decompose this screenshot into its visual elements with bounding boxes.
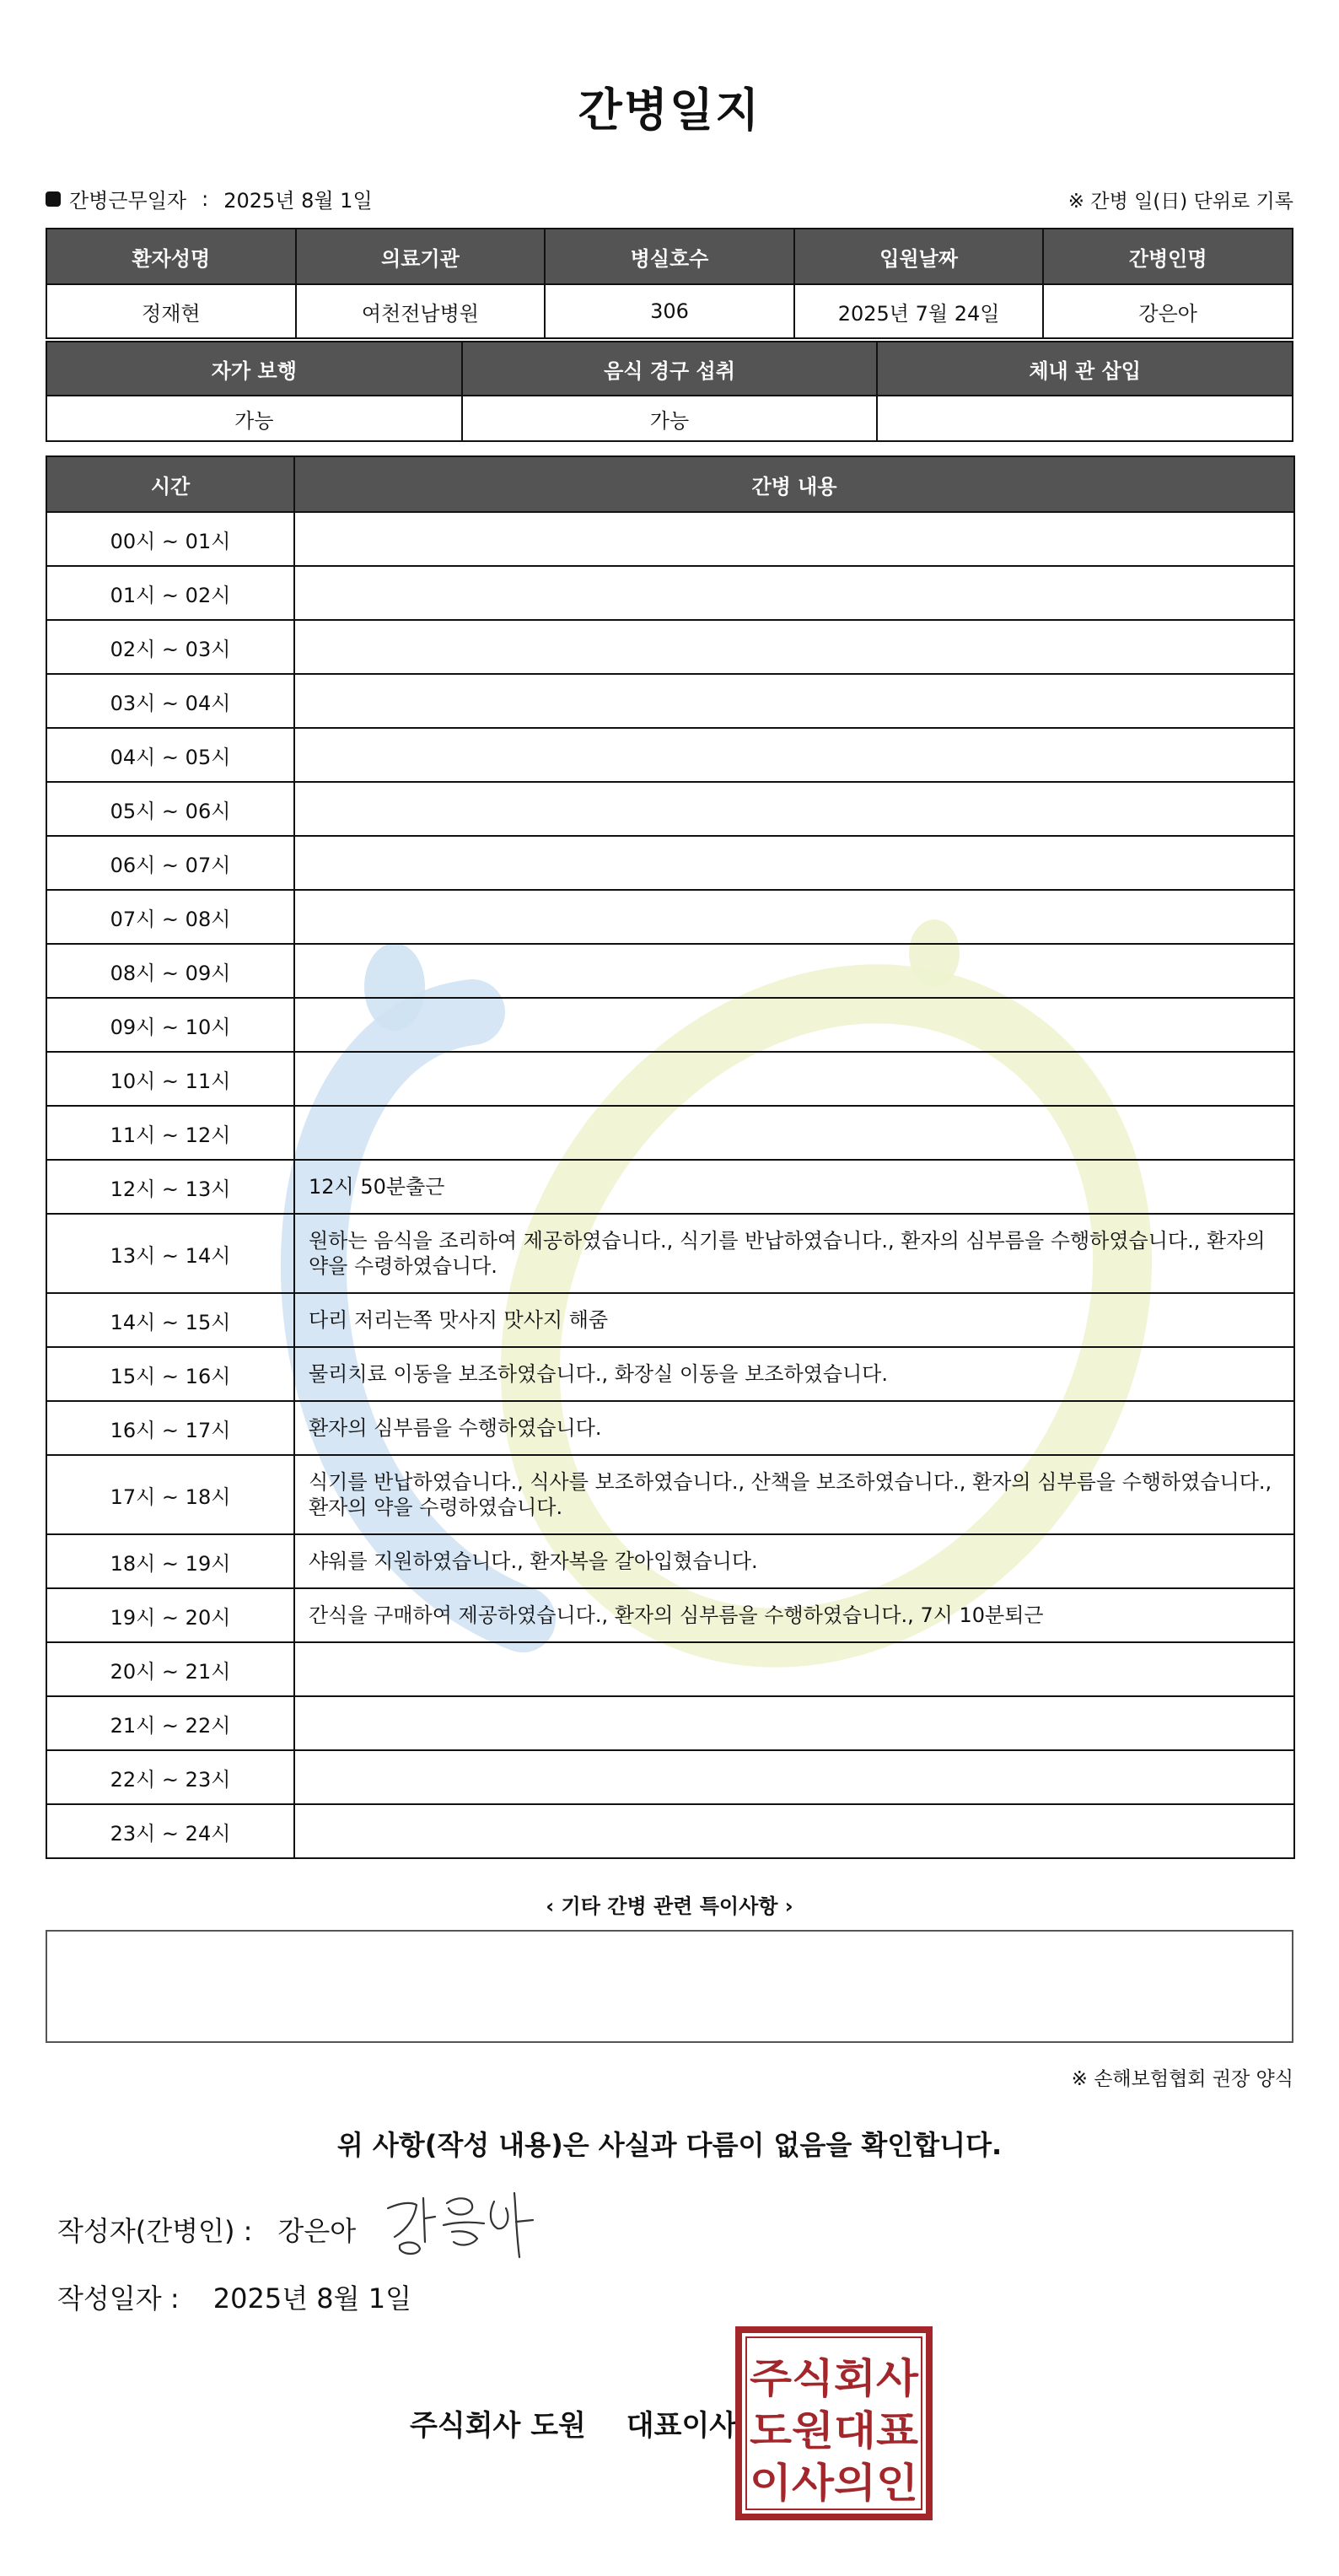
care-content: 환자의 심부름을 수행하였습니다. bbox=[294, 1401, 1294, 1455]
care-log-row bbox=[46, 512, 1294, 566]
care-content bbox=[294, 782, 1294, 836]
patient-value-row bbox=[46, 284, 1293, 338]
care-content bbox=[294, 944, 1294, 998]
care-log-row bbox=[46, 1293, 1294, 1347]
care-content: 다리 저리는쪽 맛사지 맛사지 해줌 bbox=[294, 1293, 1294, 1347]
form-source-note: ※ 손해보험협회 권장 양식 bbox=[1071, 2068, 1293, 2090]
care-log-rows bbox=[46, 512, 1294, 1858]
record-unit-note: ※ 간병 일(日) 단위로 기록 bbox=[1067, 191, 1293, 213]
representative-title: 대표이사 bbox=[626, 2409, 738, 2443]
care-log-row bbox=[46, 1160, 1294, 1214]
time-slot: 00시 ~ 01시 bbox=[46, 512, 294, 566]
time-slot: 08시 ~ 09시 bbox=[46, 944, 294, 998]
time-slot: 21시 ~ 22시 bbox=[46, 1696, 294, 1750]
time-slot: 05시 ~ 06시 bbox=[46, 782, 294, 836]
care-log-row bbox=[46, 944, 1294, 998]
care-log-row bbox=[46, 782, 1294, 836]
care-content bbox=[294, 1750, 1294, 1804]
medical-institution: 여천전남병원 bbox=[296, 284, 546, 338]
care-content bbox=[294, 620, 1294, 674]
care-content bbox=[294, 1696, 1294, 1750]
care-content bbox=[294, 1804, 1294, 1858]
time-slot: 01시 ~ 02시 bbox=[46, 566, 294, 620]
square-bullet-icon bbox=[46, 191, 61, 207]
header-oral-intake: 음식 경구 섭취 bbox=[462, 342, 878, 396]
work-date-line bbox=[46, 184, 373, 213]
written-date-value: 2025년 8월 1일 bbox=[212, 2282, 412, 2315]
care-log-row bbox=[46, 1588, 1294, 1642]
care-log-header-row bbox=[46, 456, 1294, 512]
work-date-colon: : bbox=[202, 186, 209, 211]
care-log-row bbox=[46, 1214, 1294, 1293]
care-content bbox=[294, 674, 1294, 728]
care-content bbox=[294, 836, 1294, 890]
oral-intake-value: 가능 bbox=[462, 396, 878, 441]
seal-line-2: 도원대표 bbox=[750, 2407, 919, 2455]
header-tube-insertion: 체내 관 삽입 bbox=[877, 342, 1293, 396]
caregiver-name: 강은아 bbox=[1043, 284, 1293, 338]
care-log-row bbox=[46, 890, 1294, 944]
confirmation-statement: 위 사항(작성 내용)은 사실과 다름이 없음을 확인합니다. bbox=[336, 2129, 1003, 2161]
care-content: 물리치료 이동을 보조하였습니다., 화장실 이동을 보조하였습니다. bbox=[294, 1347, 1294, 1401]
author-line bbox=[57, 2210, 356, 2249]
author-label: 작성자(간병인) : bbox=[57, 2215, 253, 2247]
care-content: 간식을 구매하여 제공하였습니다., 환자의 심부름을 수행하였습니다., 7시 10분퇴근 bbox=[294, 1588, 1294, 1642]
care-content bbox=[294, 566, 1294, 620]
patient-info-table bbox=[46, 228, 1293, 339]
care-content bbox=[294, 1642, 1294, 1696]
care-content bbox=[294, 512, 1294, 566]
time-slot: 23시 ~ 24시 bbox=[46, 1804, 294, 1858]
time-slot: 18시 ~ 19시 bbox=[46, 1534, 294, 1588]
care-content bbox=[294, 1106, 1294, 1160]
care-content: 원하는 음식을 조리하여 제공하였습니다., 식기를 반납하였습니다., 환자의 심부름을 수행하였습니다., 환자의 약을 수령하였습니다. bbox=[294, 1214, 1294, 1293]
time-slot: 11시 ~ 12시 bbox=[46, 1106, 294, 1160]
care-log-table bbox=[46, 455, 1295, 1859]
care-log-row bbox=[46, 566, 1294, 620]
seal-line-3: 이사의인 bbox=[750, 2460, 918, 2507]
company-seal-stamp bbox=[735, 2326, 933, 2520]
care-log-row bbox=[46, 620, 1294, 674]
care-log-row bbox=[46, 1106, 1294, 1160]
header-self-walking: 자가 보행 bbox=[46, 342, 462, 396]
document-title: 간병일지 bbox=[578, 84, 761, 137]
company-name: 주식회사 도원 bbox=[410, 2409, 586, 2443]
time-slot: 20시 ~ 21시 bbox=[46, 1642, 294, 1696]
care-content bbox=[294, 890, 1294, 944]
tube-insertion-value bbox=[877, 396, 1293, 441]
care-log-row bbox=[46, 1750, 1294, 1804]
header-time: 시간 bbox=[46, 456, 294, 512]
company-signature-line bbox=[410, 2402, 737, 2444]
time-slot: 10시 ~ 11시 bbox=[46, 1052, 294, 1106]
header-patient-name: 환자성명 bbox=[46, 229, 296, 284]
care-log-row bbox=[46, 1052, 1294, 1106]
patient-status-table bbox=[46, 341, 1293, 442]
care-log-row bbox=[46, 1642, 1294, 1696]
admission-date: 2025년 7월 24일 bbox=[794, 284, 1044, 338]
care-log-row bbox=[46, 836, 1294, 890]
self-walking-value: 가능 bbox=[46, 396, 462, 441]
handwritten-signature bbox=[381, 2183, 541, 2261]
time-slot: 15시 ~ 16시 bbox=[46, 1347, 294, 1401]
care-log-row bbox=[46, 1696, 1294, 1750]
care-content bbox=[294, 1052, 1294, 1106]
time-slot: 22시 ~ 23시 bbox=[46, 1750, 294, 1804]
header-admission-date: 입원날짜 bbox=[794, 229, 1044, 284]
care-content: 샤워를 지원하였습니다., 환자복을 갈아입혔습니다. bbox=[294, 1534, 1294, 1588]
time-slot: 12시 ~ 13시 bbox=[46, 1160, 294, 1214]
author-name: 강은아 bbox=[277, 2215, 357, 2247]
care-log-row bbox=[46, 1455, 1294, 1534]
care-content bbox=[294, 728, 1294, 782]
header-medical-institution: 의료기관 bbox=[296, 229, 546, 284]
time-slot: 07시 ~ 08시 bbox=[46, 890, 294, 944]
care-log-row bbox=[46, 998, 1294, 1052]
header-room-number: 병실호수 bbox=[545, 229, 794, 284]
time-slot: 09시 ~ 10시 bbox=[46, 998, 294, 1052]
time-slot: 16시 ~ 17시 bbox=[46, 1401, 294, 1455]
time-slot: 13시 ~ 14시 bbox=[46, 1214, 294, 1293]
special-notes-box bbox=[46, 1930, 1293, 2043]
header-care-content: 간병 내용 bbox=[294, 456, 1294, 512]
patient-header-row bbox=[46, 229, 1293, 284]
time-slot: 06시 ~ 07시 bbox=[46, 836, 294, 890]
time-slot: 03시 ~ 04시 bbox=[46, 674, 294, 728]
room-number: 306 bbox=[545, 284, 794, 338]
care-log-row bbox=[46, 1804, 1294, 1858]
written-date-line bbox=[57, 2277, 411, 2316]
header-caregiver-name: 간병인명 bbox=[1043, 229, 1293, 284]
work-date-label: 간병근무일자 bbox=[69, 189, 187, 213]
notes-title: ‹ 기타 간병 관련 특이사항 › bbox=[546, 1894, 793, 1918]
work-date-value: 2025년 8월 1일 bbox=[223, 189, 373, 213]
care-log-row bbox=[46, 674, 1294, 728]
care-content bbox=[294, 998, 1294, 1052]
seal-line-1: 주식회사 bbox=[750, 2355, 919, 2402]
care-log-row bbox=[46, 728, 1294, 782]
time-slot: 04시 ~ 05시 bbox=[46, 728, 294, 782]
time-slot: 14시 ~ 15시 bbox=[46, 1293, 294, 1347]
status-header-row bbox=[46, 342, 1293, 396]
care-content: 12시 50분출근 bbox=[294, 1160, 1294, 1214]
status-value-row bbox=[46, 396, 1293, 441]
time-slot: 19시 ~ 20시 bbox=[46, 1588, 294, 1642]
patient-name: 정재현 bbox=[46, 284, 296, 338]
time-slot: 17시 ~ 18시 bbox=[46, 1455, 294, 1534]
care-log-row bbox=[46, 1347, 1294, 1401]
care-log-row bbox=[46, 1401, 1294, 1455]
care-log-row bbox=[46, 1534, 1294, 1588]
written-date-label: 작성일자 : bbox=[57, 2282, 180, 2315]
care-content: 식기를 반납하였습니다., 식사를 보조하였습니다., 산책을 보조하였습니다., 환자의 심부름을 수행하였습니다., 환자의 약을 수령하였습니다. bbox=[294, 1455, 1294, 1534]
time-slot: 02시 ~ 03시 bbox=[46, 620, 294, 674]
